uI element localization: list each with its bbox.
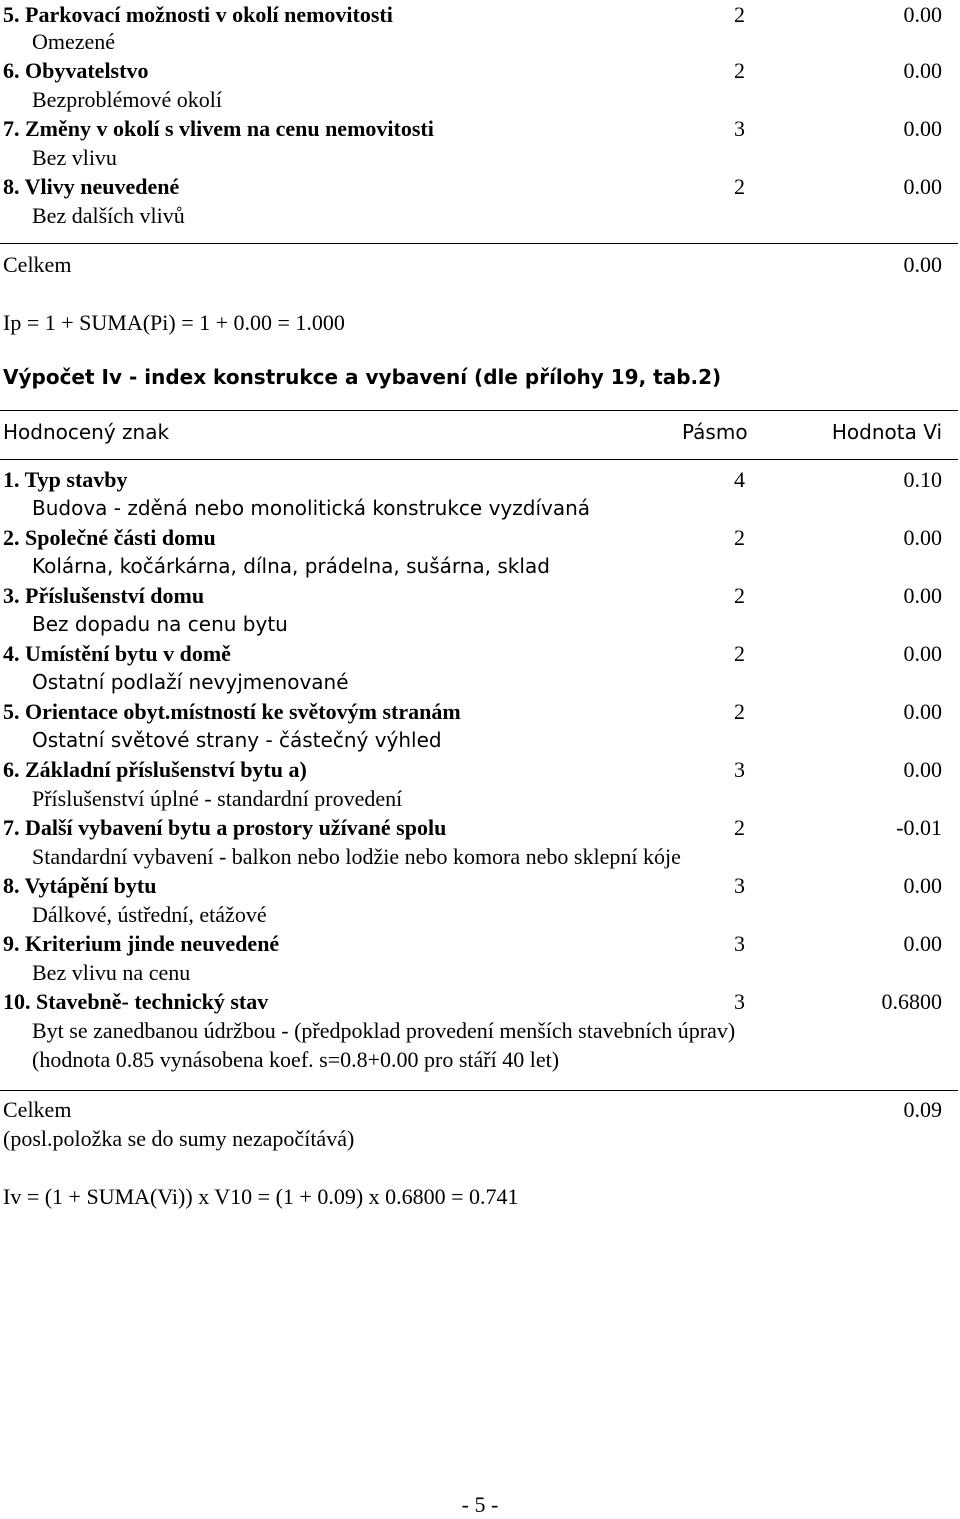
item-value: 0.00 — [903, 2, 942, 27]
item-value: 0.00 — [903, 641, 942, 666]
iv-formula-row — [0, 1182, 960, 1211]
table-row — [0, 987, 960, 1016]
table-row — [0, 639, 960, 668]
section-title: Výpočet Iv - index konstrukce a vybavení (dle přílohy 19, tab.2) — [3, 365, 722, 389]
table-row — [0, 871, 960, 900]
item-description: Budova - zděná nebo monolitická konstrukce vyzdívaná — [32, 496, 591, 520]
item-name: 5. Parkovací možnosti v okolí nemovitosti — [3, 2, 393, 27]
table-row — [0, 929, 960, 958]
item-zone: 2 — [734, 525, 745, 550]
page-number: - 5 - — [461, 1492, 499, 1517]
item-description-row — [0, 201, 960, 230]
item-description-row — [0, 494, 960, 523]
total-note: (posl.položka se do sumy nezapočítává) — [3, 1126, 355, 1151]
item-name: 8. Vlivy neuvedené — [3, 174, 180, 199]
total-label: Celkem — [3, 1097, 72, 1122]
item-value: 0.00 — [903, 699, 942, 724]
item-name: 6. Obyvatelstvo — [3, 58, 149, 83]
item-description-row — [0, 784, 960, 813]
item-description: Ostatní světové strany - částečný výhled — [32, 728, 442, 752]
list-item — [0, 114, 960, 143]
total-note-row — [0, 1124, 960, 1153]
total-value: 0.00 — [903, 252, 942, 277]
column-header-zone: Pásmo — [682, 420, 748, 444]
item-name: 6. Základní příslušenství bytu a) — [3, 757, 307, 782]
item-description: Bez dalších vlivů — [32, 203, 185, 228]
item-value: 0.00 — [903, 931, 942, 956]
item-description: Dálkové, ústřední, etážové — [32, 902, 267, 927]
item-name: 9. Kriterium jinde neuvedené — [3, 931, 280, 956]
table-row — [0, 755, 960, 784]
item-description-row — [0, 668, 960, 697]
column-header-characteristic: Hodnocený znak — [3, 420, 170, 444]
divider — [0, 459, 958, 460]
item-zone: 3 — [734, 989, 745, 1014]
item-zone: 2 — [734, 815, 745, 840]
item-description: Standardní vybavení - balkon nebo lodžie nebo komora nebo sklepní kóje — [32, 844, 681, 869]
item-description: Kolárna, kočárkárna, dílna, prádelna, sušárna, sklad — [32, 554, 550, 578]
item-description-row — [0, 27, 960, 56]
item-description: Bez vlivu — [32, 145, 117, 170]
divider — [0, 243, 958, 244]
list-item — [0, 172, 960, 201]
item-description: Bez vlivu na cenu — [32, 960, 191, 985]
item-zone: 3 — [734, 757, 745, 782]
total-label: Celkem — [3, 252, 72, 277]
column-header-value: Hodnota Vi — [831, 420, 942, 444]
table-row — [0, 523, 960, 552]
item-zone: 2 — [734, 2, 745, 27]
ip-formula-row — [0, 308, 960, 337]
item-name: 8. Vytápění bytu — [3, 873, 157, 898]
item-description: Omezené — [32, 29, 116, 54]
item-value: -0.01 — [896, 815, 942, 840]
divider — [0, 1090, 958, 1091]
item-description-row — [0, 842, 960, 871]
item-description: Bez dopadu na cenu bytu — [32, 612, 288, 636]
item-name: 7. Další vybavení bytu a prostory užívané spolu — [3, 815, 447, 840]
item-description: (hodnota 0.85 vynásobena koef. s=0.8+0.00 pro stáří 40 let) — [32, 1047, 560, 1072]
table-row — [0, 813, 960, 842]
item-description-row — [0, 900, 960, 929]
item-description-row — [0, 1045, 960, 1074]
total-row — [0, 250, 960, 279]
item-name: 2. Společné části domu — [3, 525, 216, 550]
item-value: 0.00 — [903, 873, 942, 898]
item-description-row — [0, 85, 960, 114]
item-zone: 3 — [734, 873, 745, 898]
item-name: 7. Změny v okolí s vlivem na cenu nemovitosti — [3, 116, 434, 141]
item-zone: 2 — [734, 641, 745, 666]
item-description-row — [0, 610, 960, 639]
item-description: Příslušenství úplné - standardní provedení — [32, 786, 403, 811]
total-row — [0, 1095, 960, 1124]
table-row — [0, 697, 960, 726]
total-value: 0.09 — [903, 1097, 942, 1122]
item-name: 5. Orientace obyt.místností ke světovým stranám — [3, 699, 461, 724]
list-item — [0, 0, 960, 29]
item-description-row — [0, 143, 960, 172]
item-name: 1. Typ stavby — [3, 467, 128, 492]
item-name: 3. Příslušenství domu — [3, 583, 205, 608]
item-value: 0.6800 — [881, 989, 942, 1014]
item-description-row — [0, 726, 960, 755]
item-zone: 2 — [734, 58, 745, 83]
ip-formula: Ip = 1 + SUMA(Pi) = 1 + 0.00 = 1.000 — [3, 310, 345, 335]
item-value: 0.00 — [903, 174, 942, 199]
item-value: 0.00 — [903, 583, 942, 608]
item-zone: 3 — [734, 931, 745, 956]
table-row — [0, 581, 960, 610]
table-row — [0, 465, 960, 494]
item-description-row — [0, 552, 960, 581]
iv-formula: Iv = (1 + SUMA(Vi)) x V10 = (1 + 0.09) x 0.6800 = 0.741 — [3, 1184, 519, 1209]
item-zone: 4 — [734, 467, 745, 492]
item-value: 0.10 — [903, 467, 942, 492]
item-value: 0.00 — [903, 116, 942, 141]
item-zone: 2 — [734, 583, 745, 608]
item-value: 0.00 — [903, 757, 942, 782]
list-item — [0, 56, 960, 85]
item-description: Byt se zanedbanou údržbou - (předpoklad provedení menších stavebních úprav) — [32, 1018, 736, 1043]
divider — [0, 410, 958, 411]
item-value: 0.00 — [903, 525, 942, 550]
item-value: 0.00 — [903, 58, 942, 83]
item-zone: 3 — [734, 116, 745, 141]
item-name: 10. Stavebně- technický stav — [3, 989, 269, 1014]
item-description: Bezproblémové okolí — [32, 87, 223, 112]
item-description-row — [0, 958, 960, 987]
item-zone: 2 — [734, 174, 745, 199]
item-name: 4. Umístění bytu v domě — [3, 641, 231, 666]
item-description-row — [0, 1016, 960, 1045]
item-description: Ostatní podlaží nevyjmenované — [32, 670, 349, 694]
item-zone: 2 — [734, 699, 745, 724]
